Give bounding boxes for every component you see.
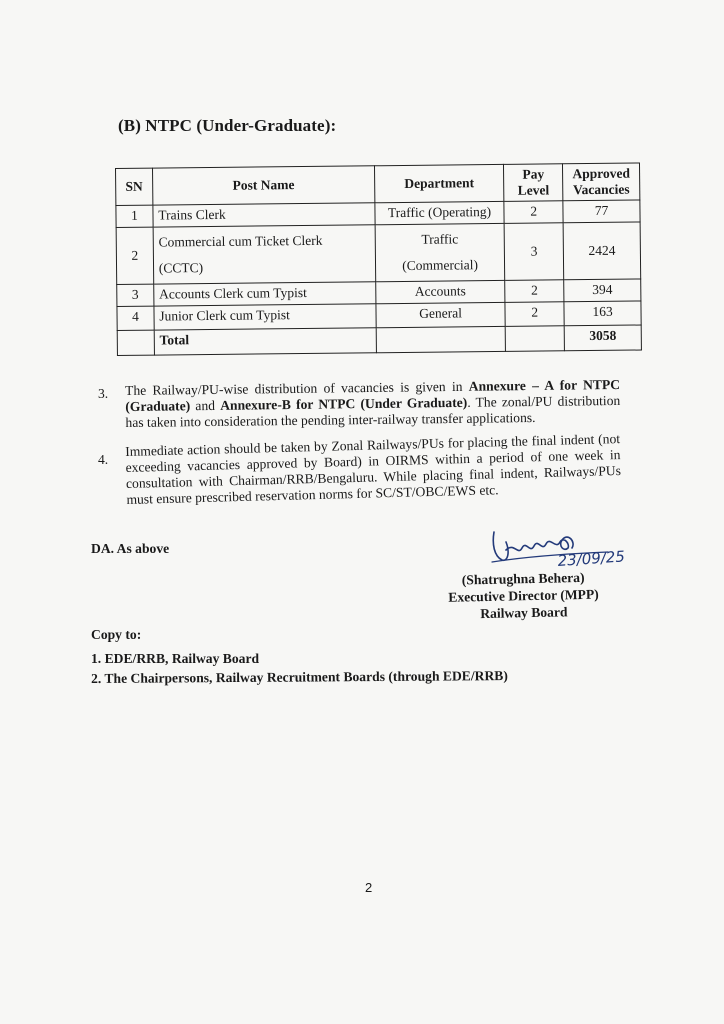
cell-pay-level: 3 xyxy=(504,223,564,281)
header-pay-level xyxy=(504,164,563,202)
vacancy-table xyxy=(115,163,642,356)
header-pay-level-line1: Pay xyxy=(522,166,545,182)
cell-vacancies: 163 xyxy=(564,301,641,326)
paragraph-3-text-c: . The zonal/PU distribution has taken into consideration the pending inter-railway transfer applications. xyxy=(125,392,621,430)
header-approved-vacancies xyxy=(563,163,640,201)
copy-to-item: 2. The Chairpersons, Railway Recruitment Boards (through EDE/RRB) xyxy=(91,668,508,686)
section-heading: (B) NTPC (Under-Graduate): xyxy=(118,116,337,135)
cell-department: Traffic (Operating) xyxy=(375,201,505,224)
cell-sn: 1 xyxy=(116,205,153,227)
header-sn: SN xyxy=(116,168,153,205)
paragraph-3-text-a: The Railway/PU-wise distribution of vacancies is given in xyxy=(125,378,469,398)
cell-pay-level: 2 xyxy=(505,280,564,303)
signatory-office: Railway Board xyxy=(480,604,568,622)
cell-pay-level-empty xyxy=(505,326,564,352)
cell-post-name: Trains Clerk xyxy=(153,203,375,227)
signatory-block xyxy=(438,568,609,623)
handwritten-signature-icon xyxy=(488,522,638,572)
cell-pay-level: 2 xyxy=(504,201,563,224)
cell-post-name: Accounts Clerk cum Typist xyxy=(154,282,376,306)
cell-department-empty xyxy=(376,326,506,352)
cell-pay-level: 2 xyxy=(505,302,564,327)
paragraph-4-number: 4. xyxy=(98,452,109,467)
copy-to-item: 1. EDE/RRB, Railway Board xyxy=(91,651,260,666)
copy-to-list xyxy=(91,649,508,689)
signature-date: 23/09/25 xyxy=(557,547,626,570)
paragraph-3-number: 3. xyxy=(98,386,109,401)
table-header-row xyxy=(116,163,640,205)
cell-sn: 2 xyxy=(116,227,153,284)
annexure-b-reference: Annexure-B for NTPC (Under Graduate) xyxy=(220,394,468,413)
da-note: DA. As above xyxy=(91,541,170,556)
cell-department xyxy=(375,223,505,281)
cell-sn: 4 xyxy=(117,306,154,330)
header-approved-line2: Vacancies xyxy=(573,181,630,198)
table-total-row xyxy=(117,325,641,355)
paragraph-4: Immediate action should be taken by Zonal Railways/PUs for placing the final indent (not exceeding vacancies approved by Board) in OIRMS within a period of one week in consultation with Chairman/RRB/Bengaluru. While placing final indent, Railways/PUs must ensure prescribed reservation norms for SC/ST/OBC/EWS etc. xyxy=(125,431,622,507)
header-pay-level-line2: Level xyxy=(517,182,550,198)
cell-department-line1: Traffic xyxy=(421,231,459,247)
cell-department: General xyxy=(376,302,506,327)
paragraph-3-text-b: and xyxy=(190,397,221,414)
cell-sn: 3 xyxy=(117,284,154,306)
page-number: 2 xyxy=(365,880,373,895)
header-department: Department xyxy=(374,164,504,202)
signatory-name: (Shatrughna Behera) xyxy=(461,569,585,588)
annexure-a-reference: Annexure – A for NTPC (Graduate) xyxy=(125,376,621,414)
table-row xyxy=(116,222,641,284)
cell-post-name: Junior Clerk cum Typist xyxy=(154,304,376,330)
header-approved-line1: Approved xyxy=(572,165,630,182)
cell-sn-empty xyxy=(117,330,154,355)
cell-post-name xyxy=(153,225,376,284)
paragraph-3 xyxy=(125,377,621,431)
cell-department-line2: (Commercial) xyxy=(402,257,479,273)
total-label: Total xyxy=(154,328,376,355)
cell-post-name-line1: Commercial cum Ticket Clerk xyxy=(158,232,323,250)
copy-to-label: Copy to: xyxy=(91,627,142,642)
cell-post-name-line2: (CCTC) xyxy=(158,260,204,276)
cell-vacancies: 2424 xyxy=(563,222,640,280)
total-value: 3058 xyxy=(564,325,641,351)
cell-department: Accounts xyxy=(376,280,506,303)
cell-vacancies: 77 xyxy=(563,200,640,223)
header-post-name: Post Name xyxy=(152,166,374,205)
cell-vacancies: 394 xyxy=(564,279,641,302)
signatory-designation: Executive Director (MPP) xyxy=(448,586,599,605)
